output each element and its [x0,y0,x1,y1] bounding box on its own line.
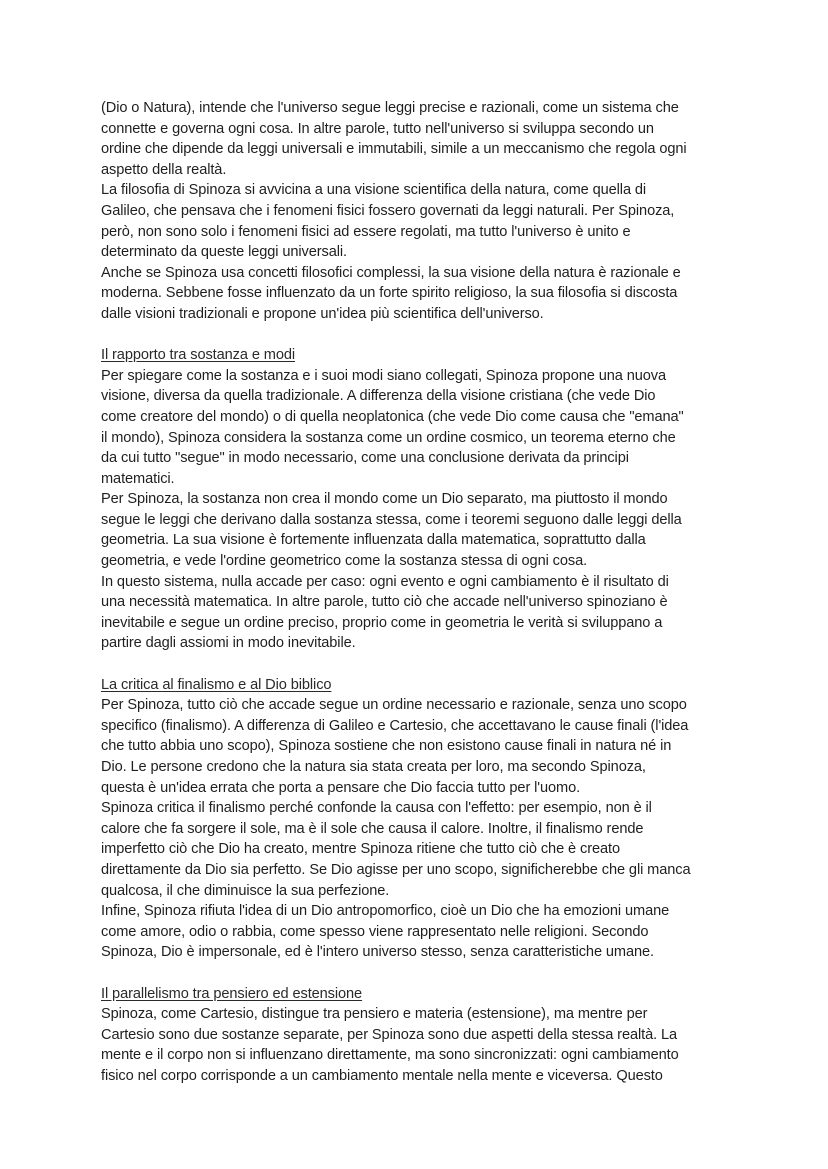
text-line: da cui tutto "segue" in modo necessario, come una conclusione derivata da principi [101,450,629,467]
text-line: una necessità matematica. In altre parole, tutto ciò che accade nell'universo spinoziano è [101,594,668,611]
text-line: qualcosa, il che diminuisce la sua perfezione. [101,882,390,899]
text-line: aspetto della realtà. [101,161,227,178]
text-line: Spinoza critica il finalismo perché confonde la causa con l'effetto: per esempio, non è il [101,800,652,817]
spacer [101,654,741,675]
paragraph [101,263,741,325]
text-line: imperfetto ciò che Dio ha creato, mentre Spinoza ritiene che tutto ciò che è creato [101,841,620,858]
spacer [101,325,741,346]
text-line: Galileo, che pensava che i fenomeni fisici fossero governati da leggi naturali. Per Spinoza, [101,202,675,219]
text-line: calore che fa sorgere il sole, ma è il sole che causa il calore. Inoltre, il finalismo rende [101,820,644,837]
document-page [101,98,741,1087]
text-line: specifico (finalismo). A differenza di Galileo e Cartesio, che accettavano le cause finali (l'idea [101,717,689,734]
text-line: visione, diversa da quella tradizionale. A differenza della visione cristiana (che vede Dio [101,388,656,405]
text-line: matematici. [101,470,175,487]
text-line: moderna. Sebbene fosse influenzato da un forte spirito religioso, la sua filosofia si discosta [101,285,678,302]
text-line: questa è un'idea errata che porta a pensare che Dio faccia tutto per l'uomo. [101,779,581,796]
section-heading: La critica al finalismo e al Dio biblico [101,676,332,693]
text-line: partire dagli assiomi in modo inevitabile. [101,635,356,652]
text-line: Per Spinoza, la sostanza non crea il mondo come un Dio separato, ma piuttosto il mondo [101,491,668,508]
text-line: come amore, odio o rabbia, come spesso viene rappresentato nelle religioni. Secondo [101,923,649,940]
paragraph [101,489,741,571]
paragraph [101,572,741,654]
text-line: Dio. Le persone credono che la natura sia stata creata per loro, ma secondo Spinoza, [101,759,646,775]
text-line: Infine, Spinoza rifiuta l'idea di un Dio antropomorfico, cioè un Dio che ha emozioni umane [101,903,670,920]
paragraph [101,1004,741,1086]
paragraph [101,180,741,262]
paragraph [101,901,741,963]
section-critica-finalismo [101,675,741,963]
paragraph [101,798,741,901]
text-line: Spinoza, Dio è impersonale, ed è l'intero universo stesso, senza caratteristiche umane. [101,944,654,961]
text-line: (Dio o Natura), intende che l'universo segue leggi precise e razionali, come un sistema che [101,100,679,116]
text-line: inevitabile e segue un ordine preciso, proprio come in geometria le verità si sviluppano a [101,614,663,631]
section-intro [101,98,741,325]
text-line: determinato da queste leggi universali. [101,244,347,261]
text-line: connette e governa ogni cosa. In altre parole, tutto nell'universo si sviluppa secondo un [101,120,654,137]
paragraph [101,98,741,180]
text-line: Anche se Spinoza usa concetti filosofici complessi, la sua visione della natura è razionale e [101,264,681,281]
text-line: geometria. La sua visione è fortemente influenzata dalla matematica, soprattutto dalla [101,532,646,549]
text-line: dalle visioni tradizionali e propone un'idea più scientifica dell'universo. [101,305,544,322]
paragraph [101,366,741,490]
text-line: ordine che dipende da leggi universali e immutabili, simile a un meccanismo che regola ogni [101,141,687,158]
paragraph [101,695,741,798]
text-line: mente e il corpo non si influenzano direttamente, ma sono sincronizzati: ogni cambiamento [101,1047,679,1064]
text-line: che tutto abbia uno scopo), Spinoza sostiene che non esistono cause finali in natura né in [101,738,672,755]
text-line: Cartesio sono due sostanze separate, per Spinoza sono due aspetti della stessa realtà. La [101,1026,678,1043]
spacer [101,963,741,984]
section-parallelismo [101,984,741,1087]
section-sostanza-modi [101,345,741,654]
text-line: fisico nel corpo corrisponde a un cambiamento mentale nella mente e viceversa. Questo [101,1067,663,1084]
text-line: In questo sistema, nulla accade per caso: ogni evento e ogni cambiamento è il risultato di [101,573,669,590]
text-line: Per spiegare come la sostanza e i suoi modi siano collegati, Spinoza propone una nuova [101,367,666,384]
section-heading: Il rapporto tra sostanza e modi [101,347,296,364]
text-line: come creatore del mondo) o di quella neoplatonica (che vede Dio come causa che "emana" [101,408,684,425]
text-line: Spinoza, come Cartesio, distingue tra pensiero e materia (estensione), ma mentre per [101,1006,648,1023]
text-line: geometria, e vede l'ordine geometrico come la sostanza stessa di ogni cosa. [101,553,588,570]
text-line: segue le leggi che derivano dalla sostanza stessa, come i teoremi seguono dalle leggi della [101,511,682,528]
text-line: direttamente da Dio sia perfetto. Se Dio agisse per uno scopo, significherebbe che gli manca [101,861,691,878]
section-heading: Il parallelismo tra pensiero ed estensione [101,985,363,1002]
text-line: però, non sono solo i fenomeni fisici ad essere regolati, ma tutto l'universo è unito e [101,223,631,240]
text-line: il mondo), Spinoza considera la sostanza come un ordine cosmico, un teorema eterno che [101,429,676,446]
text-line: Per Spinoza, tutto ciò che accade segue un ordine necessario e razionale, senza uno scopo [101,697,687,714]
text-line: La filosofia di Spinoza si avvicina a una visione scientifica della natura, come quella di [101,182,647,199]
